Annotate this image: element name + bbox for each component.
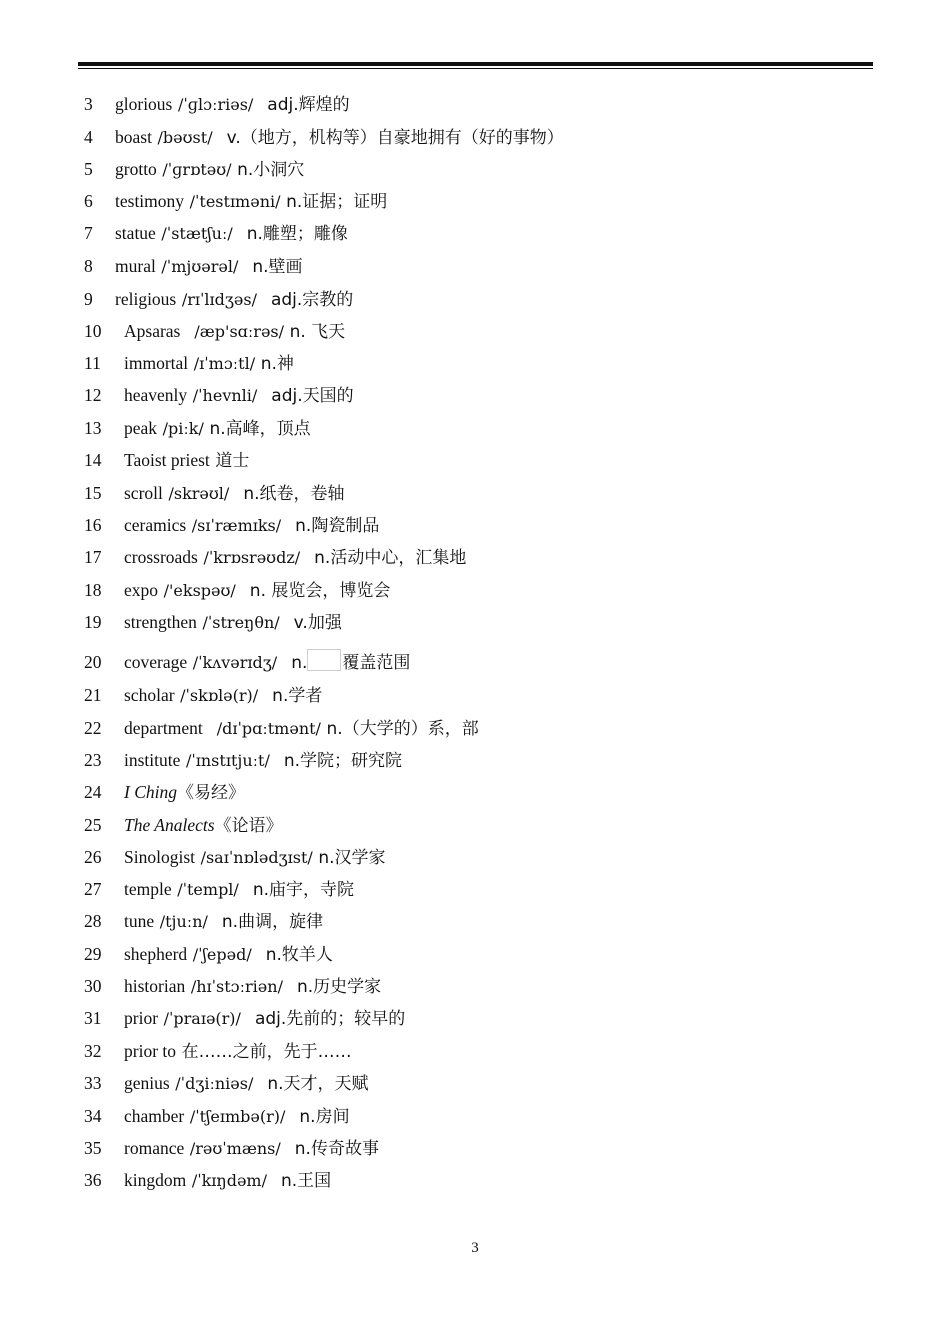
entry-number: 9 (84, 289, 93, 309)
entry-number: 7 (84, 223, 93, 243)
entry-phonetic: /'ekspəʊ/ (163, 581, 236, 600)
entry-term: testimony (115, 191, 185, 211)
entry-phonetic: /ˈkʌvərɪdʒ/ (192, 653, 278, 672)
entry-phonetic: /ˈɪnstɪtjuːt/ (185, 751, 270, 770)
entry-number: 14 (84, 450, 102, 470)
entry-term: historian (124, 976, 186, 996)
entry-term: genius (124, 1073, 170, 1093)
entry-term: institute (124, 750, 181, 770)
entry-gloss: n.活动中心，汇集地 (314, 548, 467, 568)
entry-number: 36 (84, 1170, 102, 1190)
entry-term: ceramics (124, 515, 187, 535)
entry-gloss: n.历史学家 (296, 977, 382, 997)
entry-term: scholar (124, 685, 175, 705)
entry-gloss: n.汉学家 (318, 848, 386, 868)
entry-term: strengthen (124, 612, 197, 632)
entry-number: 22 (84, 718, 102, 738)
entry-phonetic: /ˈhevnli/ (192, 386, 258, 405)
entry-term: scroll (124, 483, 163, 503)
entry-phonetic: /ɪˈmɔːtl/ (193, 354, 256, 373)
entry-term: shepherd (124, 944, 188, 964)
empty-box (307, 649, 341, 671)
entry-gloss: n.王国 (281, 1171, 332, 1191)
entry-number: 33 (84, 1073, 102, 1093)
entry-term: prior to (124, 1041, 177, 1061)
entry-number: 15 (84, 483, 102, 503)
entry-term: temple (124, 879, 172, 899)
entry-term: coverage (124, 652, 188, 672)
entry-phonetic: /ˈmjʊərəl/ (161, 257, 239, 276)
entry-gloss: 覆盖范围 (342, 653, 411, 673)
entry-phonetic: /ˈkrɒsrəʊdz/ (203, 548, 301, 567)
entry-phonetic: /ˈdʒiːniəs/ (175, 1074, 254, 1093)
entry-term: kingdom (124, 1170, 187, 1190)
entry-number: 25 (84, 815, 102, 835)
entry-number: 6 (84, 191, 93, 211)
entry-number: 24 (84, 782, 102, 802)
entry-term: chamber (124, 1106, 185, 1126)
entry-gloss: v.加强 (293, 613, 342, 633)
entry-gloss: n.曲调，旋律 (221, 912, 324, 932)
entry-term: boast (115, 127, 152, 147)
entry-term: glorious (115, 94, 173, 114)
entry-term: prior (124, 1008, 159, 1028)
entry-phonetic: /hɪˈstɔːriən/ (190, 977, 283, 996)
entry-phonetic: /ˈtestɪməni/ (189, 192, 281, 211)
entry-phonetic: /rəʊˈmæns/ (189, 1139, 281, 1158)
entry-gloss: v.（地方，机构等）自豪地拥有（好的事物） (226, 128, 564, 148)
entry-phonetic: /ˈskɒlə(r)/ (180, 686, 259, 705)
entry-gloss: n.天才，天赋 (267, 1074, 369, 1094)
entry-phonetic: /sɪˈræmɪks/ (191, 516, 282, 535)
entry-gloss: n.纸卷，卷轴 (243, 484, 345, 504)
entry-phonetic: /dɪˈpɑːtmənt/ (216, 719, 321, 738)
entry-term: religious (115, 289, 177, 309)
entry-phonetic: /piːk/ (162, 419, 204, 438)
entry-number: 18 (84, 580, 102, 600)
entry-phonetic: /bəʊst/ (157, 128, 213, 147)
entry-number: 19 (84, 612, 102, 632)
entry-phonetic: /ˈtʃeɪmbə(r)/ (189, 1107, 286, 1126)
entry-number: 13 (84, 418, 102, 438)
entry-number: 8 (84, 256, 93, 276)
entry-number: 16 (84, 515, 102, 535)
entry-gloss: n. 飞天 (289, 322, 346, 342)
entry-phonetic: /tjuːn/ (159, 912, 208, 931)
entry-gloss: 道士 (215, 451, 250, 471)
entry-gloss: n.神 (260, 354, 294, 374)
entry-gloss: n.房间 (299, 1107, 350, 1127)
entry-number: 31 (84, 1008, 102, 1028)
entry-gloss: n.学者 (272, 686, 323, 706)
entry-term: grotto (115, 159, 157, 179)
entry-number: 35 (84, 1138, 102, 1158)
entry-gloss: n.高峰，顶点 (209, 419, 311, 439)
entry-phonetic: /ˈʃepəd/ (192, 945, 252, 964)
entry-gloss: adj.辉煌的 (267, 95, 350, 115)
entry-gloss: n.雕塑；雕像 (246, 224, 348, 244)
entry-number: 28 (84, 911, 102, 931)
entry-number: 5 (84, 159, 93, 179)
entry-gloss: n.壁画 (252, 257, 303, 277)
entry-phonetic: /saɪˈnɒlədʒɪst/ (200, 848, 313, 867)
entry-term: statue (115, 223, 156, 243)
entry-gloss: n.庙宇，寺院 (252, 880, 354, 900)
entry-term: mural (115, 256, 156, 276)
entry-gloss: n.牧羊人 (265, 945, 333, 965)
entry-number: 10 (84, 321, 102, 341)
entry-number: 3 (84, 94, 93, 114)
entry-term: I Ching (124, 782, 177, 802)
entry-phonetic: /ˈɡlɔːriəs/ (177, 95, 254, 114)
entry-term: immortal (124, 353, 189, 373)
entry-number: 4 (84, 127, 93, 147)
entry-gloss: n. 展览会，博览会 (249, 581, 391, 601)
entry-number: 17 (84, 547, 102, 567)
entry-number: 27 (84, 879, 102, 899)
entry-number: 12 (84, 385, 102, 405)
entry-term: The Analects (124, 815, 215, 835)
entry-phonetic: /skrəʊl/ (168, 484, 230, 503)
entry-gloss: n.传奇故事 (294, 1139, 379, 1159)
entry-gloss: n.陶瓷制品 (295, 516, 380, 536)
entry-term: department (124, 718, 203, 738)
entry-number: 34 (84, 1106, 102, 1126)
entry-number: 29 (84, 944, 102, 964)
entry-number: 23 (84, 750, 102, 770)
entry-term: Apsaras (124, 321, 181, 341)
entry-term: expo (124, 580, 159, 600)
entry-term: Taoist priest (124, 450, 210, 470)
entry-phonetic: /ˈɡrɒtəʊ/ (162, 160, 232, 179)
entry-phonetic: /ˈpraɪə(r)/ (163, 1009, 241, 1028)
entry-gloss-prefix: n. (291, 653, 308, 673)
entry-gloss: adj.宗教的 (270, 290, 354, 310)
entry-term: Sinologist (124, 847, 195, 867)
entry-number: 32 (84, 1041, 102, 1061)
entry-number: 20 (84, 652, 102, 672)
entry-phonetic: /rɪˈlɪdʒəs/ (181, 290, 257, 309)
entry-term: heavenly (124, 385, 188, 405)
entry-phonetic: /æp'sɑːrəs/ (194, 322, 285, 341)
entry-phonetic: /ˈtempl/ (177, 880, 239, 899)
entry-gloss: n.学院；研究院 (283, 751, 403, 771)
entry-number: 30 (84, 976, 102, 996)
entry-phonetic: /ˈkɪŋdəm/ (191, 1171, 267, 1190)
entry-gloss: n.小洞穴 (237, 160, 305, 180)
entry-number: 11 (84, 353, 101, 373)
entry-term: peak (124, 418, 158, 438)
header-rule-thin (78, 68, 873, 69)
entry-term: crossroads (124, 547, 198, 567)
entry-gloss: n.证据；证明 (286, 192, 388, 212)
entry-phonetic: /ˈstreŋθn/ (202, 613, 280, 632)
entry-term: tune (124, 911, 155, 931)
entry-number: 26 (84, 847, 102, 867)
entry-gloss: 《易经》 (177, 783, 245, 803)
page-number: 3 (471, 1240, 479, 1256)
entry-gloss: 《论语》 (214, 816, 283, 836)
header-rule (78, 62, 873, 66)
entry-number: 21 (84, 685, 102, 705)
entry-gloss: 在……之前，先于…… (181, 1042, 352, 1062)
entry-term: romance (124, 1138, 185, 1158)
entry-gloss: adj.先前的；较早的 (254, 1009, 406, 1029)
entry-gloss: adj.天国的 (271, 386, 354, 406)
entry-gloss: n.（大学的）系，部 (326, 719, 479, 739)
entry-phonetic: /ˈstætʃuː/ (161, 224, 233, 243)
